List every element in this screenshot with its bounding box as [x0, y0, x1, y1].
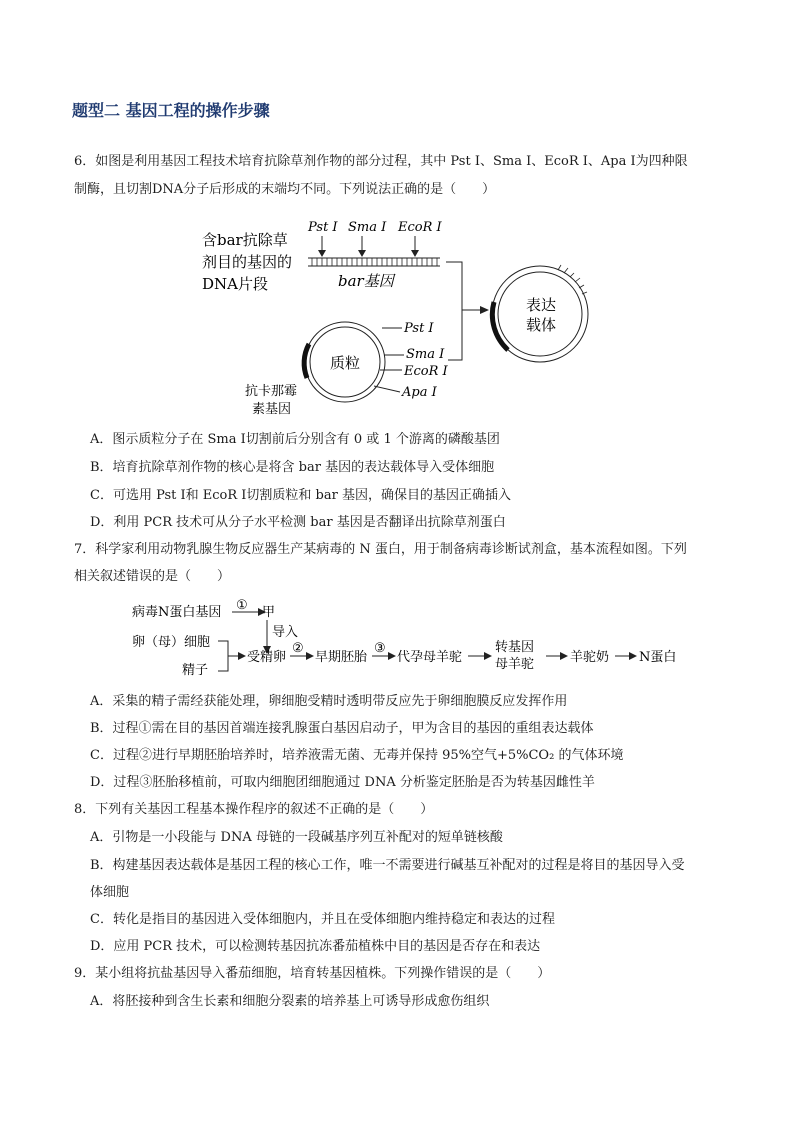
q7-flow-diagram: [120, 594, 700, 680]
to-protein-arrowhead: [629, 652, 637, 660]
to-vector-arrowhead: [480, 306, 489, 314]
q7-option-b: B．过程①需在目的基因首端连接乳腺蛋白基因启动子，甲为含目的基因的重组表达载体: [90, 721, 594, 736]
q6-stem-line1: 6．如图是利用基因工程技术培育抗除草剂作物的部分过程，其中 Pst Ⅰ、Sma Ⅰ、EcoR Ⅰ、Apa Ⅰ为四种限: [74, 154, 688, 169]
fertilized-label: 受精卵: [247, 650, 287, 665]
dna-site-pst: Pst Ⅰ: [308, 220, 338, 235]
dna-label-1: 含bar抗除草: [202, 231, 288, 249]
plasmid-site-apa: Apa Ⅰ: [402, 385, 437, 400]
q7-option-c: C．过程②进行早期胚胎培养时，培养液需无菌、无毒并保持 95%空气+5%CO₂ 的气体环境: [90, 748, 624, 763]
pst-arrowhead: [318, 250, 326, 257]
plasmid-label: 质粒: [330, 354, 361, 372]
q7-stem-line1: 7．科学家利用动物乳腺生物反应器生产某病毒的 N 蛋白，用于制备病毒诊断试剂盒，基本流程如图。下列: [74, 542, 687, 557]
jia-label: 甲: [262, 605, 276, 620]
q9-stem: 9．某小组将抗盐基因导入番茄细胞，培育转基因植株。下列操作错误的是（ ）: [74, 966, 551, 981]
eco-arrowhead: [411, 250, 419, 257]
resistance-label-2: 素基因: [252, 402, 292, 417]
q6-option-c: C．可选用 Pst Ⅰ和 EcoR Ⅰ切割质粒和 bar 基因，确保目的基因正确插入: [90, 488, 511, 503]
bar-gene-label: bar基因: [338, 272, 394, 290]
protein-label: N蛋白: [639, 650, 677, 665]
virus-gene-label: 病毒N蛋白基因: [132, 605, 222, 620]
plasmid-site-sma: Sma Ⅰ: [406, 347, 445, 362]
dna-fragment: [308, 258, 440, 266]
q8-option-c: C．转化是指目的基因进入受体细胞内，并且在受体细胞内维持稳定和表达的过程: [90, 912, 555, 927]
q6-option-a: A．图示质粒分子在 Sma Ⅰ切割前后分别含有 0 或 1 个游离的磷酸基团: [90, 432, 500, 447]
transgenic-label-2: 母羊驼: [495, 657, 535, 672]
q7-stem-line2: 相关叙述错误的是（ ）: [74, 569, 231, 584]
dna-site-sma: Sma Ⅰ: [348, 220, 387, 235]
q7-option-d: D．过程③胚胎移植前，可取内细胞团细胞通过 DNA 分析鉴定胚胎是否为转基因雌性羊: [90, 775, 595, 790]
to-milk-arrowhead: [560, 652, 568, 660]
q6-stem-line2: 制酶，且切割DNA分子后形成的末端均不同。下列说法正确的是（ ）: [74, 182, 496, 197]
q8-option-a: A．引物是一小段能与 DNA 母链的一段碱基序列互补配对的短单链核酸: [90, 830, 503, 845]
plasmid-site-eco: EcoR Ⅰ: [404, 364, 448, 379]
dna-label-2: 剂目的基因的: [202, 253, 293, 271]
dna-site-eco: EcoR Ⅰ: [398, 220, 442, 235]
q9-option-a: A．将胚接种到含生长素和细胞分裂素的培养基上可诱导形成愈伤组织: [90, 994, 490, 1009]
plasmid-site-pst: Pst Ⅰ: [404, 321, 434, 336]
embryo-label: 早期胚胎: [315, 650, 368, 665]
vector-label-2: 载体: [526, 316, 557, 334]
q8-option-b-line2: 体细胞: [90, 885, 130, 900]
step3-arrowhead: [388, 652, 396, 660]
transgenic-label-1: 转基因: [495, 640, 535, 655]
dna-label-3: DNA片段: [202, 275, 268, 293]
apa-line: [374, 386, 400, 392]
step2-label: ②: [292, 641, 304, 656]
q8-option-b-line1: B．构建基因表达载体是基因工程的核心工作，唯一不需要进行碱基互补配对的过程是将目的基因导入受: [90, 858, 685, 873]
to-transgenic-arrowhead: [484, 652, 492, 660]
vector-label-1: 表达: [526, 296, 557, 314]
q6-option-d: D．利用 PCR 技术可从分子水平检测 bar 基因是否翻译出抗除草剂蛋白: [90, 515, 506, 530]
sma-arrowhead: [358, 250, 366, 257]
q6-figure: [190, 210, 610, 420]
surrogate-label: 代孕母羊驼: [397, 650, 463, 665]
milk-label: 羊驼奶: [570, 650, 610, 665]
step1-label: ①: [236, 598, 248, 613]
section-title: 题型二 基因工程的操作步骤: [72, 101, 270, 120]
bracket-connector: [446, 262, 462, 360]
resistance-label-1: 抗卡那霉: [245, 384, 298, 399]
q6-option-b: B．培育抗除草剂作物的核心是将含 bar 基因的表达载体导入受体细胞: [90, 460, 495, 475]
to-fertilized-arrowhead: [238, 652, 246, 660]
import-label: 导入: [272, 625, 299, 640]
q7-option-a: A．采集的精子需经获能处理，卵细胞受精时透明带反应先于卵细胞膜反应发挥作用: [90, 694, 568, 709]
merge-bracket: [218, 641, 228, 671]
egg-label: 卵（母）细胞: [132, 635, 211, 650]
sperm-label: 精子: [182, 663, 209, 678]
step2-arrowhead: [306, 652, 314, 660]
q8-option-d: D．应用 PCR 技术，可以检测转基因抗冻番茄植株中目的基因是否存在和表达: [90, 939, 541, 954]
step3-label: ③: [374, 641, 386, 656]
q8-stem: 8．下列有关基因工程基本操作程序的叙述不正确的是（ ）: [74, 802, 434, 817]
